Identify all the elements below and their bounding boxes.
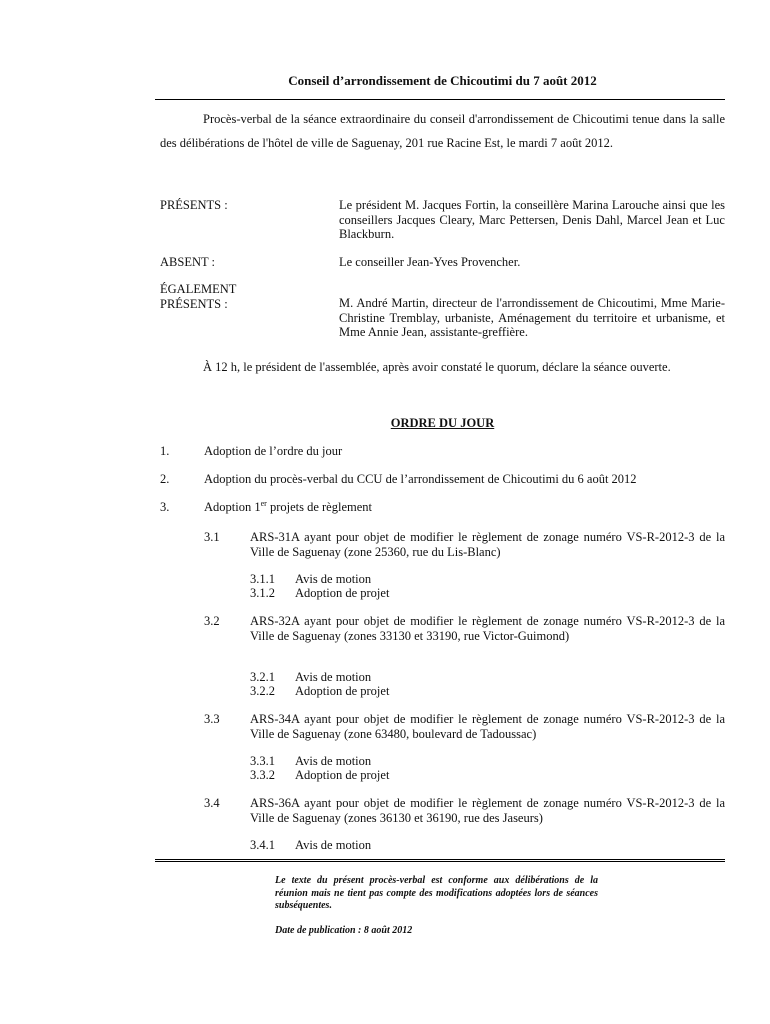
egalement-label-line2: PRÉSENTS : [160, 296, 228, 311]
intro-text: Procès-verbal de la séance extraordinaire du conseil d'arrondissement de Chicoutimi tenue dans la salle des délibérations de l'hôtel de ville de Saguenay, 201 rue Racine Est, le mardi 7 août 2012. [160, 112, 725, 150]
absent-label: ABSENT : [160, 255, 215, 269]
presents-label: PRÉSENTS : [160, 198, 228, 212]
subsubitem-text: Avis de motion [295, 838, 372, 852]
agenda-item-text: Adoption du procès-verbal du CCU de l’arrondissement de Chicoutimi du 6 août 2012 [204, 472, 637, 486]
subitem-text: ARS-31A ayant pour objet de modifier le règlement de zonage numéro VS-R-2012-3 de la Ville de Saguenay (zone 25360, rue du Lis-Blanc) [250, 530, 725, 559]
subitem-number: 3.4 [204, 796, 220, 810]
subsubitem-number: 3.1.2 [250, 586, 275, 600]
subsubitem-text: Adoption de projet [295, 586, 390, 600]
subsubitem-text: Avis de motion [295, 572, 372, 586]
subsubitem-text: Adoption de projet [295, 684, 390, 698]
footer-note: Le texte du présent procès-verbal est conforme aux délibérations de la réunion mais ne tient pas compte des modifications adoptées lors de séances subséquentes. [275, 875, 598, 911]
subsubitem-text: Avis de motion [295, 670, 372, 684]
presents-value: Le président M. Jacques Fortin, la conseillère Marina Larouche ainsi que les conseillers Jacques Cleary, Marc Pettersen, Denis Dahl, Marcel Jean et Luc Blackburn. [339, 198, 725, 241]
agenda-item-number: 2. [160, 472, 170, 486]
subitem-text: ARS-32A ayant pour objet de modifier le règlement de zonage numéro VS-R-2012-3 de la Ville de Saguenay (zones 33130 et 33190, rue Victor-Guimond) [250, 614, 725, 643]
header-rule [155, 99, 725, 100]
subsubitem-number: 3.1.1 [250, 572, 275, 586]
subsubitem-number: 3.4.1 [250, 838, 275, 852]
subsubitem-number: 3.3.2 [250, 768, 275, 782]
subsubitem-number: 3.3.1 [250, 754, 275, 768]
agenda-item-text [204, 500, 725, 515]
agenda-title: ORDRE DU JOUR [390, 416, 495, 430]
egalement-value: M. André Martin, directeur de l'arrondissement de Chicoutimi, Mme Marie-Christine Tremblay, urbaniste, Aménagement du territoire et urbanisme, et Mme Annie Jean, assistante-greffière. [339, 296, 725, 339]
ordinal-superscript: er [260, 498, 267, 508]
opening-text: À 12 h, le président de l'assemblée, après avoir constaté le quorum, déclare la séance ouverte. [203, 360, 671, 374]
subsubitem-number: 3.2.2 [250, 684, 275, 698]
agenda-item-text-pre: Adoption 1 [204, 500, 261, 514]
intro-paragraph [160, 107, 725, 155]
egalement-label-line1: ÉGALEMENT [160, 282, 237, 296]
subitem-number: 3.3 [204, 712, 220, 726]
agenda-item-text: Adoption de l’ordre du jour [204, 444, 343, 458]
footer-rule [155, 859, 725, 862]
publication-date: Date de publication : 8 août 2012 [275, 925, 413, 936]
absent-value: Le conseiller Jean-Yves Provencher. [339, 255, 521, 269]
subitem-number: 3.2 [204, 614, 220, 628]
subitem-text: ARS-36A ayant pour objet de modifier le règlement de zonage numéro VS-R-2012-3 de la Ville de Saguenay (zones 36130 et 36190, rue des Jaseurs) [250, 796, 725, 825]
agenda-item-number: 1. [160, 444, 170, 458]
agenda-item-text-post: projets de règlement [266, 500, 372, 514]
opening-paragraph [160, 355, 725, 379]
subitem-number: 3.1 [204, 530, 220, 544]
page-title: Conseil d’arrondissement de Chicoutimi du 7 août 2012 [288, 73, 597, 88]
subitem-text: ARS-34A ayant pour objet de modifier le règlement de zonage numéro VS-R-2012-3 de la Ville de Saguenay (zone 63480, boulevard de Tadoussac) [250, 712, 725, 741]
subsubitem-text: Adoption de projet [295, 768, 390, 782]
subsubitem-text: Avis de motion [295, 754, 372, 768]
agenda-item-number: 3. [160, 500, 170, 514]
egalement-label [160, 282, 320, 311]
subsubitem-number: 3.2.1 [250, 670, 275, 684]
